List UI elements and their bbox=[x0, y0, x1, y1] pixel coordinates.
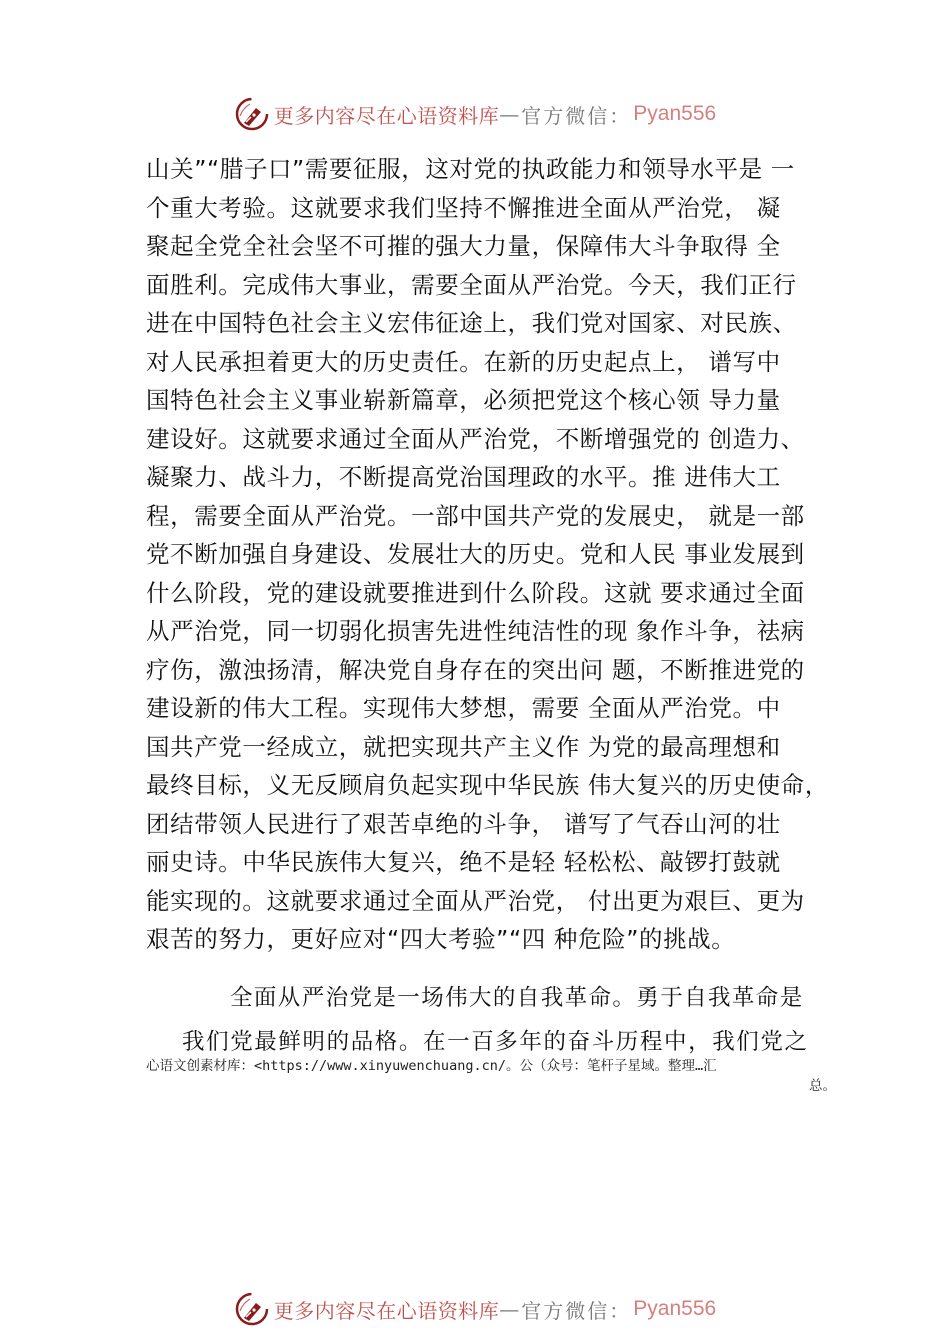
text-line: 山关”“腊子口”需要征服，这对党的执政能力和领导水平是 一 bbox=[146, 155, 795, 183]
banner-separator: — bbox=[499, 102, 522, 126]
footer-banner bbox=[0, 1287, 950, 1331]
banner-contact-label: 官方微信： bbox=[521, 1298, 632, 1323]
pen-nib-logo-icon bbox=[234, 1291, 270, 1327]
text-line: 国特色社会主义事业崭新篇章，必须把党这个核心领 导力量 bbox=[146, 386, 781, 414]
text-line: 程，需要全面从严治党。一部中国共产党的发展史， 就是一部 bbox=[146, 501, 805, 530]
text-line: 什么阶段，党的建设就要推进到什么阶段。这就 要求通过全面 bbox=[146, 578, 805, 607]
text-line: 疗伤，激浊扬清，解决党自身存在的突出问 题，不断推进党的 bbox=[146, 655, 805, 684]
footnote-line: 心语文创素材库：<https://www.xinyuwenchuang.cn/。公（众号：笔杆子星域。整理…汇 bbox=[146, 1058, 717, 1074]
text-line: 建设新的伟大工程。实现伟大梦想，需要 全面从严治党。中 bbox=[146, 694, 781, 722]
text-line: 全面从严治党是一场伟大的自我革命。勇于自我革命是 bbox=[230, 985, 804, 1011]
text-line: 从严治党，同一切弱化损害先进性纯洁性的现 象作斗争，祛病 bbox=[146, 617, 805, 645]
document-paragraph-2 bbox=[146, 982, 846, 1062]
banner-title: 更多内容尽在心语资料库 bbox=[273, 1298, 500, 1323]
banner-title: 更多内容尽在心语资料库 bbox=[273, 103, 500, 128]
text-line: 面胜利。完成伟大事业，需要全面从严治党。今天，我们正行 bbox=[146, 270, 797, 299]
text-line: 个重大考验。这就要求我们坚持不懈推进全面从严治党， 凝 bbox=[146, 193, 781, 222]
text-line: 团结带领人民进行了艰苦卓绝的斗争， 谱写了气吞山河的壮 bbox=[146, 809, 781, 838]
banner-separator: — bbox=[499, 1297, 522, 1321]
banner-contact-id: Pyan556 bbox=[633, 102, 717, 125]
text-line: 聚起全党全社会坚不可摧的强大力量，保障伟大斗争取得 全 bbox=[146, 232, 781, 260]
text-line: 能实现的。这就要求通过全面从严治党， 付出更为艰巨、更为 bbox=[146, 886, 805, 915]
text-line: 最终目标，义无反顾肩负起实现中华民族 伟大复兴的历史使命， bbox=[146, 771, 829, 799]
source-footnote bbox=[146, 1056, 836, 1096]
text-line: 建设好。这就要求通过全面从严治党，不断增强党的 创造力、 bbox=[146, 424, 805, 453]
text-line: 艰苦的努力，更好应对“四大考验”“四 种危险”的挑战。 bbox=[146, 925, 736, 953]
text-line: 凝聚力、战斗力，不断提高党治国理政的水平。推 进伟大工 bbox=[146, 463, 781, 491]
text-line: 进在中国特色社会主义宏伟征途上，我们党对国家、对民族、 bbox=[146, 309, 797, 337]
header-banner bbox=[0, 92, 950, 136]
pen-nib-logo-icon bbox=[234, 96, 270, 132]
text-line: 我们党最鲜明的品格。在一百多年的奋斗历程中，我们党之 bbox=[182, 1029, 809, 1055]
text-line: 国共产党一经成立，就把实现共产主义作 为党的最高理想和 bbox=[146, 732, 781, 761]
document-paragraph-1 bbox=[146, 150, 846, 959]
banner-contact-id: Pyan556 bbox=[633, 1297, 717, 1320]
text-line: 丽史诗。中华民族伟大复兴，绝不是轻 轻松松、敲锣打鼓就 bbox=[146, 848, 781, 876]
banner-contact-label: 官方微信： bbox=[521, 103, 632, 128]
text-line: 对人民承担着更大的历史责任。在新的历史起点上， 谱写中 bbox=[146, 347, 781, 376]
footnote-line: 总。 bbox=[809, 1078, 836, 1094]
text-line: 党不断加强自身建设、发展壮大的历史。党和人民 事业发展到 bbox=[146, 540, 805, 568]
